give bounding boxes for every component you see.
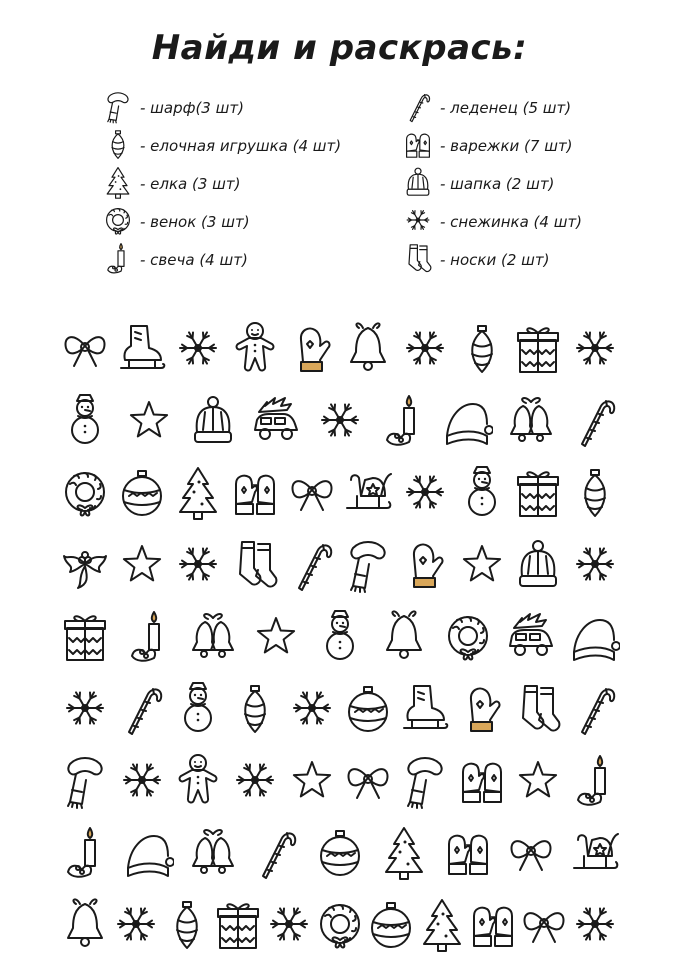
- skate-icon: [117, 318, 167, 378]
- holly-icon: [60, 534, 110, 594]
- gingerbread-icon: [230, 318, 280, 378]
- candle-icon: [570, 750, 620, 810]
- ball-icon: [117, 462, 167, 522]
- snowflake-icon: [264, 894, 314, 954]
- legend-item: [98, 90, 244, 126]
- bell-icon: [379, 606, 429, 666]
- wreath-icon: [315, 894, 365, 954]
- hat-icon: [398, 164, 438, 204]
- legend-item: [398, 204, 582, 240]
- bells-icon: [506, 390, 556, 450]
- snowman-icon: [457, 462, 507, 522]
- legend-label: - леденец (5 шт): [440, 99, 572, 117]
- snowflake-icon: [60, 678, 110, 738]
- snowflake-icon: [173, 318, 223, 378]
- legend-item: [398, 90, 571, 126]
- legend-label: - венок (3 шт): [140, 213, 250, 231]
- car-icon: [506, 606, 556, 666]
- star-icon: [287, 750, 337, 810]
- tree-icon: [98, 164, 138, 204]
- legend-label: - елка (3 шт): [140, 175, 241, 193]
- gift-icon: [213, 894, 263, 954]
- gingerbread-icon: [173, 750, 223, 810]
- legend-item: [98, 204, 250, 240]
- candy-cane-icon: [117, 678, 167, 738]
- legend-label: - шапка (2 шт): [440, 175, 555, 193]
- star-icon: [117, 534, 167, 594]
- candle-icon: [60, 822, 110, 882]
- mittens-icon: [443, 822, 493, 882]
- gift-icon: [513, 462, 563, 522]
- snowflake-icon: [398, 202, 438, 242]
- sleigh-icon: [570, 822, 620, 882]
- star-icon: [457, 534, 507, 594]
- legend-item: [98, 166, 241, 202]
- star-icon: [513, 750, 563, 810]
- socks-icon: [398, 240, 438, 280]
- socks-icon: [230, 534, 280, 594]
- socks-icon: [513, 678, 563, 738]
- legend-item: [98, 128, 341, 164]
- legend-item: [398, 128, 573, 164]
- legend-label: - варежки (7 шт): [440, 137, 573, 155]
- snowman-icon: [60, 390, 110, 450]
- snowflake-icon: [570, 894, 620, 954]
- mittens-icon: [468, 894, 518, 954]
- bell-icon: [60, 894, 110, 954]
- candle-icon: [379, 390, 429, 450]
- snowflake-icon: [400, 318, 450, 378]
- bow-icon: [519, 894, 569, 954]
- bow-icon: [60, 318, 110, 378]
- candle-icon: [124, 606, 174, 666]
- snowflake-icon: [173, 534, 223, 594]
- scarf-icon: [343, 534, 393, 594]
- tree-icon: [379, 822, 429, 882]
- candle-icon: [98, 240, 138, 280]
- santa-hat-icon: [570, 606, 620, 666]
- legend-item: [398, 242, 549, 278]
- ball-icon: [343, 678, 393, 738]
- candy-cane-icon: [570, 678, 620, 738]
- wreath-icon: [60, 462, 110, 522]
- santa-hat-icon: [124, 822, 174, 882]
- sleigh-icon: [343, 462, 393, 522]
- car-icon: [251, 390, 301, 450]
- snowflake-icon: [230, 750, 280, 810]
- ornament-icon: [457, 318, 507, 378]
- santa-hat-icon: [443, 390, 493, 450]
- gift-icon: [60, 606, 110, 666]
- hat-icon: [188, 390, 238, 450]
- candy-cane-icon: [398, 88, 438, 128]
- snowflake-icon: [117, 750, 167, 810]
- snowflake-icon: [570, 318, 620, 378]
- snowman-icon: [315, 606, 365, 666]
- page-title: Найди и раскрась:: [151, 28, 528, 68]
- wreath-icon: [443, 606, 493, 666]
- wreath-icon: [98, 202, 138, 242]
- skate-icon: [400, 678, 450, 738]
- mittens-icon: [457, 750, 507, 810]
- ornament-icon: [162, 894, 212, 954]
- gift-icon: [513, 318, 563, 378]
- legend-label: - шарф(3 шт): [140, 99, 244, 117]
- snowflake-icon: [315, 390, 365, 450]
- legend-label: - елочная игрушка (4 шт): [140, 137, 342, 155]
- candy-cane-icon: [570, 390, 620, 450]
- mitten-icon: [287, 318, 337, 378]
- ornament-icon: [98, 126, 138, 166]
- mitten-icon: [457, 678, 507, 738]
- star-icon: [124, 390, 174, 450]
- legend-label: - снежинка (4 шт): [440, 213, 583, 231]
- bow-icon: [287, 462, 337, 522]
- tree-icon: [173, 462, 223, 522]
- scarf-icon: [98, 88, 138, 128]
- snowflake-icon: [111, 894, 161, 954]
- bow-icon: [506, 822, 556, 882]
- ornament-icon: [570, 462, 620, 522]
- hat-icon: [513, 534, 563, 594]
- legend-label: - носки (2 шт): [440, 251, 550, 269]
- mittens-icon: [398, 126, 438, 166]
- legend-item: [398, 166, 554, 202]
- ball-icon: [315, 822, 365, 882]
- snowflake-icon: [570, 534, 620, 594]
- candy-cane-icon: [251, 822, 301, 882]
- scarf-icon: [400, 750, 450, 810]
- snowflake-icon: [400, 462, 450, 522]
- tree-icon: [417, 894, 467, 954]
- scarf-icon: [60, 750, 110, 810]
- mitten-icon: [400, 534, 450, 594]
- bell-icon: [343, 318, 393, 378]
- snowman-icon: [173, 678, 223, 738]
- mittens-icon: [230, 462, 280, 522]
- candy-cane-icon: [287, 534, 337, 594]
- bells-icon: [188, 606, 238, 666]
- legend-label: - свеча (4 шт): [140, 251, 248, 269]
- bells-icon: [188, 822, 238, 882]
- legend-item: [98, 242, 248, 278]
- bow-icon: [343, 750, 393, 810]
- snowflake-icon: [287, 678, 337, 738]
- star-icon: [251, 606, 301, 666]
- ornament-icon: [230, 678, 280, 738]
- ball-icon: [366, 894, 416, 954]
